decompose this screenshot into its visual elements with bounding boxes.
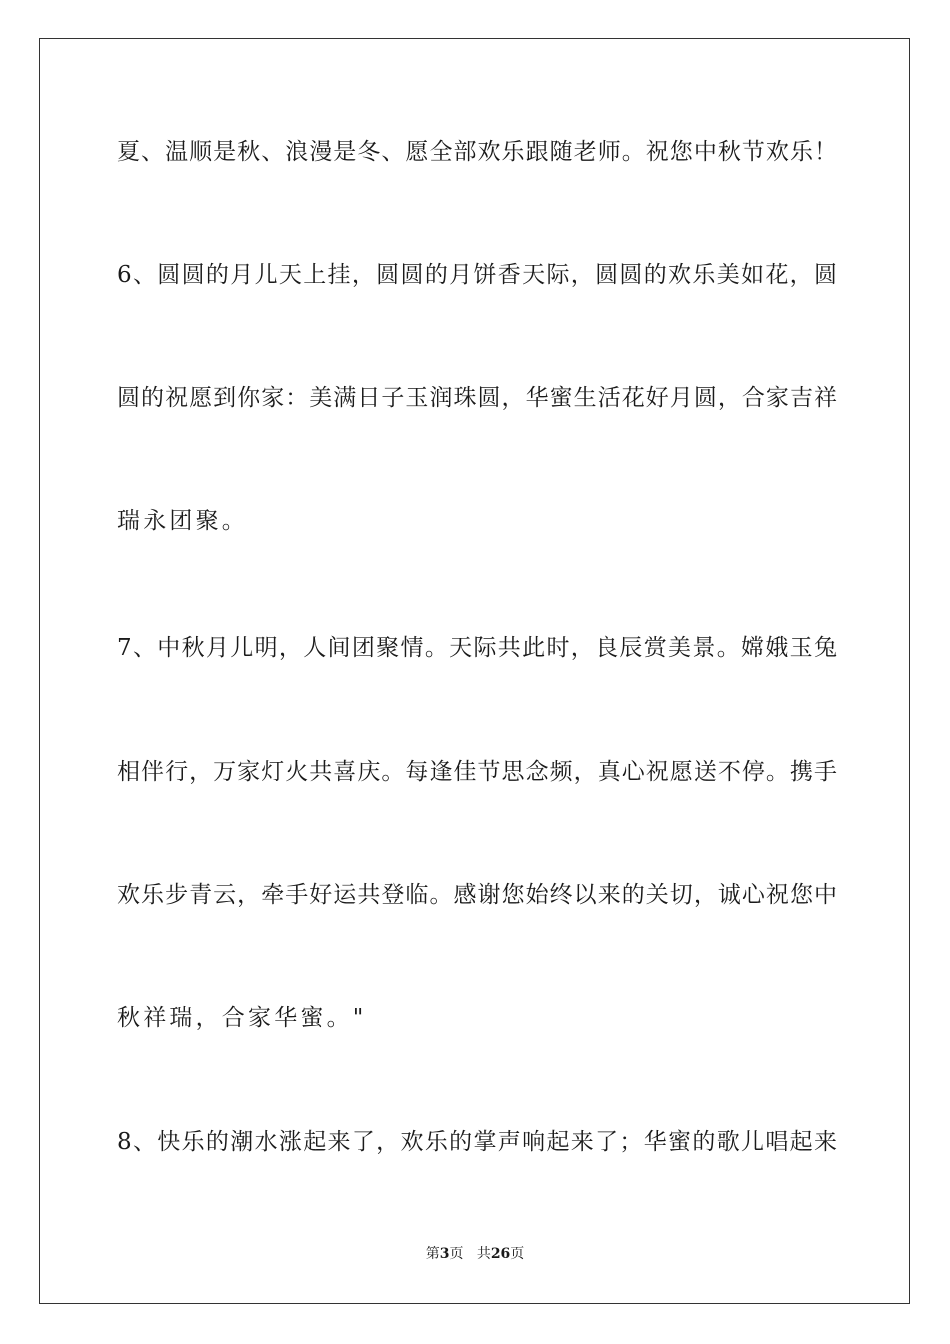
body-text-line-5: 7、中秋月儿明，人间团聚情。天际共此时，良辰赏美景。嫦娥玉兔 [117,635,837,661]
body-text-line-9: 8、快乐的潮水涨起来了，欢乐的掌声响起来了；华蜜的歌儿唱起来 [117,1129,837,1155]
body-text-line-6: 相伴行，万家灯火共喜庆。每逢佳节思念频，真心祝愿送不停。携手 [117,759,837,785]
body-text-line-8: 秋祥瑞，合家华蜜。" [117,1005,367,1031]
body-text-line-1: 夏、温顺是秋、浪漫是冬、愿全部欢乐跟随老师。祝您中秋节欢乐！ [117,139,837,165]
page-footer [0,1244,950,1264]
body-text-line-2: 6、圆圆的月儿天上挂，圆圆的月饼香天际，圆圆的欢乐美如花，圆 [117,262,837,288]
page-border [39,38,910,1304]
page-prefix: 第 [425,1246,440,1262]
body-text-line-4: 瑞永团聚。 [117,508,248,534]
body-text-line-3: 圆的祝愿到你家：美满日子玉润珠圆，华蜜生活花好月圆，合家吉祥 [117,385,837,411]
total-suffix: 页 [510,1246,525,1262]
body-text-line-7: 欢乐步青云，牵手好运共登临。感谢您始终以来的关切，诚心祝您中 [117,882,837,908]
page-number: 3 [439,1246,450,1262]
total-prefix: 共 [476,1246,491,1262]
page-suffix: 页 [449,1246,464,1262]
total-pages: 26 [490,1246,511,1262]
